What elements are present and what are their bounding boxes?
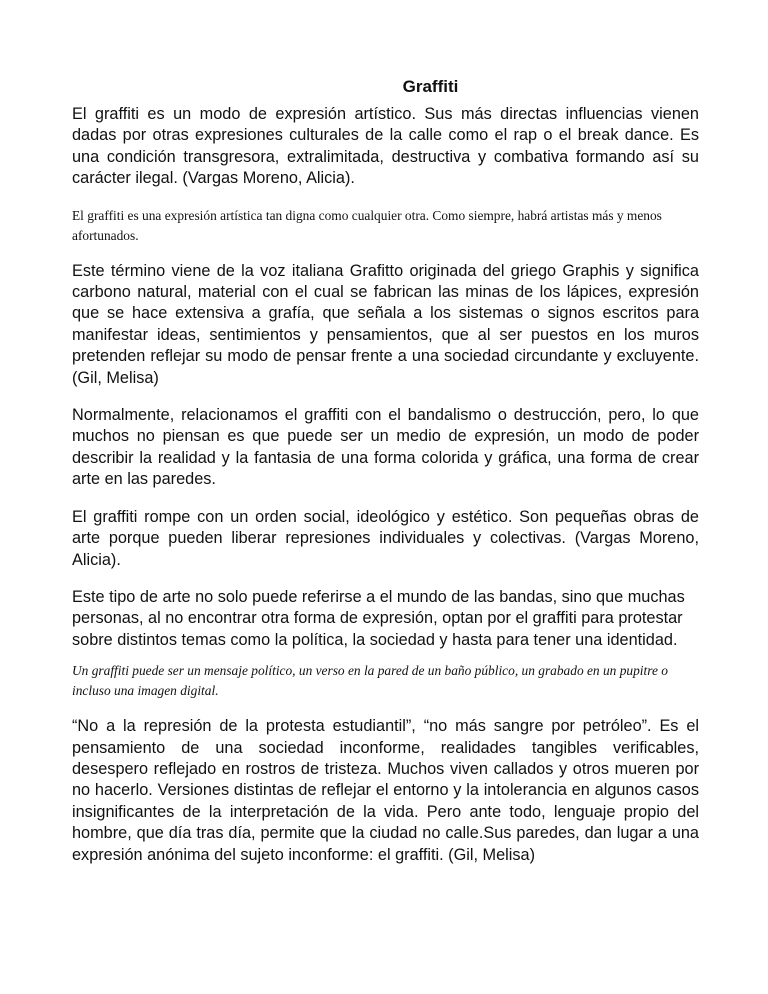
paragraph-gangs: Este tipo de arte no solo puede referirse a el mundo de las bandas, sino que muchas personas, al no encontrar otra forma de expresión, optan por el graffiti para protestar sobre distintos temas como la política, la sociedad y hasta para tener una identidad. <box>72 587 685 649</box>
paragraph-etymology: Este término viene de la voz italiana Grafitto originada del griego Graphis y significa carbono natural, material con el cual se fabrican las minas de los lápices, expresión que se hace extensiva a grafía, que señala a los sistemas o signos escritos para manifestar ideas, sentimientos y pensamientos, que al ser puestos en los muros pretenden reflejar su modo de pensar frente a una sociedad circundante y excluyente. (Gil, Melisa) <box>72 261 699 387</box>
paragraph-protest: “No a la represión de la protesta estudiantil”, “no más sangre por petróleo”. Es el pensamiento de una sociedad inconforme, realidades tangibles verificables, desespero reflejado en rostros de tristeza. Muchos viven callados y otros mueren por no hacerlo. Versiones distintas de reflejar el entorno y la intolerancia en algunos casos insignificantes de la interpretación de la vida. Pero ante todo, lenguaje propio del hombre, que día tras día, permite que la ciudad no calle.Sus paredes, dan lugar a una expresión anónima del sujeto inconforme: el graffiti. (Gil, Melisa) <box>72 717 699 864</box>
document-page <box>72 76 699 882</box>
paragraph-intro: El graffiti es un modo de expresión artístico. Sus más directas influencias vienen dadas por otras expresiones culturales de la calle como el rap o el break dance. Es una condición transgresora, extralimitada, destructiva y combativa formando así su carácter ilegal. (Vargas Moreno, Alicia). <box>72 105 699 188</box>
paragraph-vandalism: Normalmente, relacionamos el graffiti con el bandalismo o destrucción, pero, lo que muchos no piensan es que puede ser un medio de expresión, un modo de poder describir la realidad y la fantasia de una forma colorida y gráfica, una forma de crear arte en las paredes. <box>72 406 699 489</box>
note-graffiti-forms: Un graffiti puede ser un mensaje político, un verso en la pared de un baño público, un grabado en un pupitre o incluso una imagen digital. <box>72 663 668 699</box>
paragraph-social-order: El graffiti rompe con un orden social, ideológico y estético. Son pequeñas obras de arte porque pueden liberar represiones individuales y colectivas. (Vargas Moreno, Alicia). <box>72 507 699 569</box>
note-artistic-expression: El graffiti es una expresión artística tan digna como cualquier otra. Como siempre, habrá artistas más y menos afortunados. <box>72 207 662 243</box>
document-title: Graffiti <box>402 77 459 96</box>
